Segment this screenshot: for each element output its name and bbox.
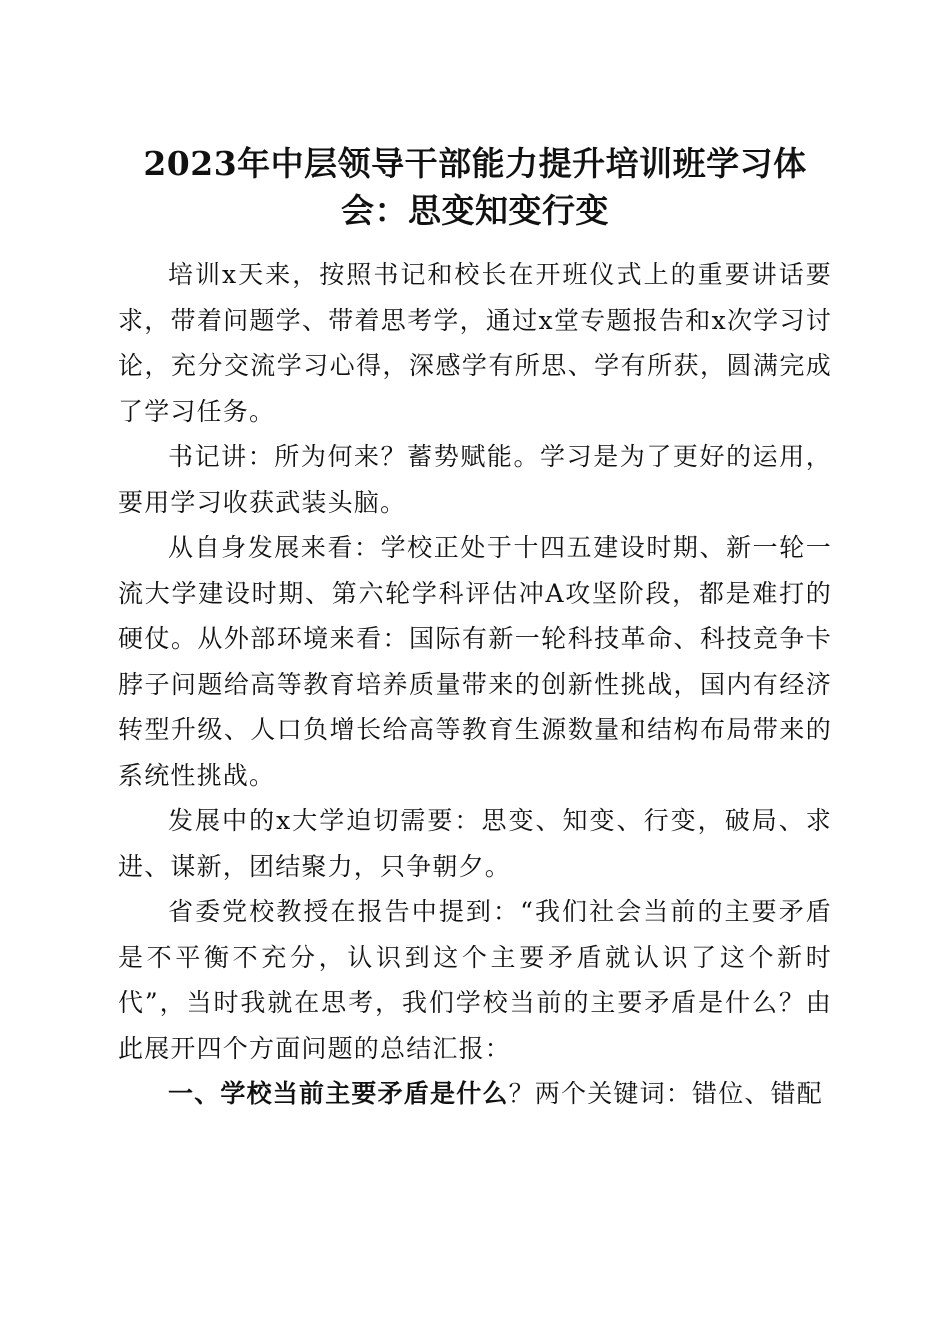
paragraph-2: 书记讲：所为何来？蓄势赋能。学习是为了更好的运用，要用学习收获武装头脑。 xyxy=(118,442,832,517)
document-body xyxy=(118,252,832,1117)
section-heading xyxy=(118,1071,832,1117)
paragraph-3: 从自身发展来看：学校正处于十四五建设时期、新一轮一流大学建设时期、第六轮学科评估冲A攻坚阶段，都是难打的硬仗。从外部环境来看：国际有新一轮科技革命、科技竞争卡脖子问题给高等教育培养质量带来的创新性挑战，国内有经济转型升级、人口负增长给高等教育生源数量和结构布局带来的系统性挑战。 xyxy=(118,533,832,790)
paragraph-5: 省委党校教授在报告中提到：“我们社会当前的主要矛盾是不平衡不充分，认识到这个主要矛盾就认识了这个新时代”，当时我就在思考，我们学校当前的主要矛盾是什么？由此展开四个方面问题的总结汇报： xyxy=(118,897,832,1063)
document-title: 2023年中层领导干部能力提升培训班学习体会：思变知变行变 xyxy=(143,144,807,230)
paragraph-1: 培训x天来，按照书记和校长在开班仪式上的重要讲话要求，带着问题学、带着思考学，通过x堂专题报告和x次学习讨论，充分交流学习心得，深感学有所思、学有所获，圆满完成了学习任务。 xyxy=(118,260,832,426)
paragraph-4: 发展中的x大学迫切需要：思变、知变、行变，破局、求进、谋新，团结聚力，只争朝夕。 xyxy=(118,806,832,881)
section-heading-rest: ？两个关键词：错位、错配 xyxy=(508,1079,824,1108)
section-heading-title: 一、学校当前主要矛盾是什么 xyxy=(168,1079,509,1108)
